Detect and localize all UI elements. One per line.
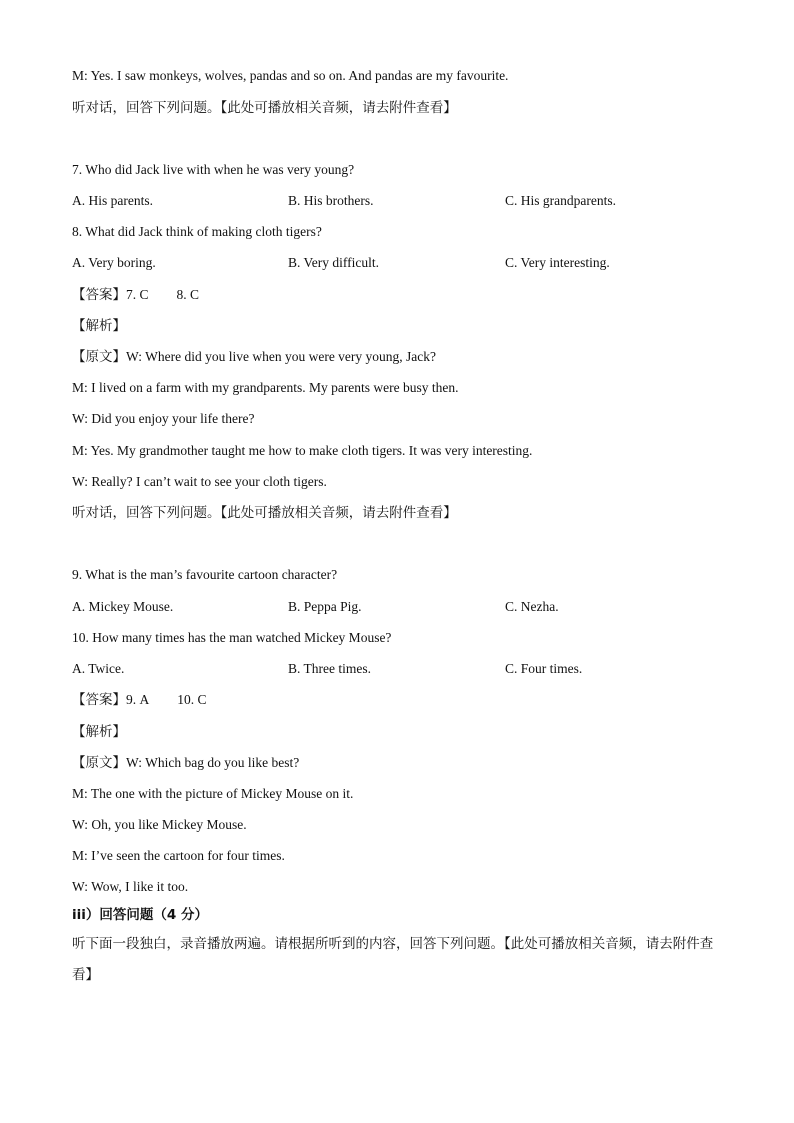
answer-7: 7. C	[126, 287, 149, 302]
answer-line-7-8	[72, 286, 199, 304]
dialogue-line: W: Really? I can’t wait to see your cloth tigers.	[72, 474, 327, 489]
answer-line-9-10	[72, 691, 207, 709]
dialogue-line-m-pandas: M: Yes. I saw monkeys, wolves, pandas and so on. And pandas are my favourite.	[72, 68, 509, 83]
q8-option-a: A. Very boring.	[72, 255, 156, 270]
audio-instruction-1: 听对话，回答下列问题。【此处可播放相关音频，请去附件查看】	[72, 100, 457, 116]
original-tag: 【原文】	[72, 755, 126, 771]
dialogue-line: W: Did you enjoy your life there?	[72, 411, 255, 426]
q8-option-c: C. Very interesting.	[505, 255, 610, 270]
q9-option-a: A. Mickey Mouse.	[72, 599, 174, 614]
answer-9: 9. A	[126, 692, 150, 707]
dialogue-line: W: Wow, I like it too.	[72, 879, 189, 894]
section-instruction: 听下面一段独白，录音播放两遍。请根据所听到的内容，回答下列问题。【此处可播放相关音频，请去附件查看】	[72, 936, 714, 983]
original-line-0	[72, 348, 436, 366]
q7-option-b: B. His brothers.	[288, 193, 374, 208]
question-7: 7. Who did Jack live with when he was very young?	[72, 162, 355, 177]
answer-10: 10. C	[177, 692, 207, 707]
dialogue-line: M: I’ve seen the cartoon for four times.	[72, 848, 285, 863]
q10-option-b: B. Three times.	[288, 661, 371, 676]
dialogue-line: W: Which bag do you like best?	[126, 755, 300, 770]
dialogue-line: M: Yes. My grandmother taught me how to make cloth tigers. It was very interesting.	[72, 443, 533, 458]
question-9: 9. What is the man’s favourite cartoon character?	[72, 567, 338, 582]
q7-option-a: A. His parents.	[72, 193, 153, 208]
audio-instruction-2: 听对话，回答下列问题。【此处可播放相关音频，请去附件查看】	[72, 505, 457, 521]
q7-option-c: C. His grandparents.	[505, 193, 616, 208]
question-10: 10. How many times has the man watched Mickey Mouse?	[72, 630, 392, 645]
q8-option-b: B. Very difficult.	[288, 255, 379, 270]
dialogue-line: W: Oh, you like Mickey Mouse.	[72, 817, 247, 832]
original-line-0	[72, 754, 299, 772]
question-8: 8. What did Jack think of making cloth tigers?	[72, 224, 322, 239]
answer-8: 8. C	[176, 287, 200, 302]
q10-option-c: C. Four times.	[505, 661, 583, 676]
q10-option-a: A. Twice.	[72, 661, 125, 676]
answer-tag: 【答案】	[72, 692, 126, 708]
q9-option-c: C. Nezha.	[505, 599, 559, 614]
dialogue-line: W: Where did you live when you were very young, Jack?	[126, 349, 437, 364]
dialogue-line: M: I lived on a farm with my grandparents. My parents were busy then.	[72, 380, 459, 395]
answer-tag: 【答案】	[72, 287, 126, 303]
dialogue-line: M: The one with the picture of Mickey Mouse on it.	[72, 786, 354, 801]
analysis-tag: 【解析】	[72, 724, 126, 740]
analysis-tag: 【解析】	[72, 318, 126, 334]
section-heading: iii）回答问题（4 分）	[72, 907, 208, 923]
original-tag: 【原文】	[72, 349, 126, 365]
q9-option-b: B. Peppa Pig.	[288, 599, 362, 614]
